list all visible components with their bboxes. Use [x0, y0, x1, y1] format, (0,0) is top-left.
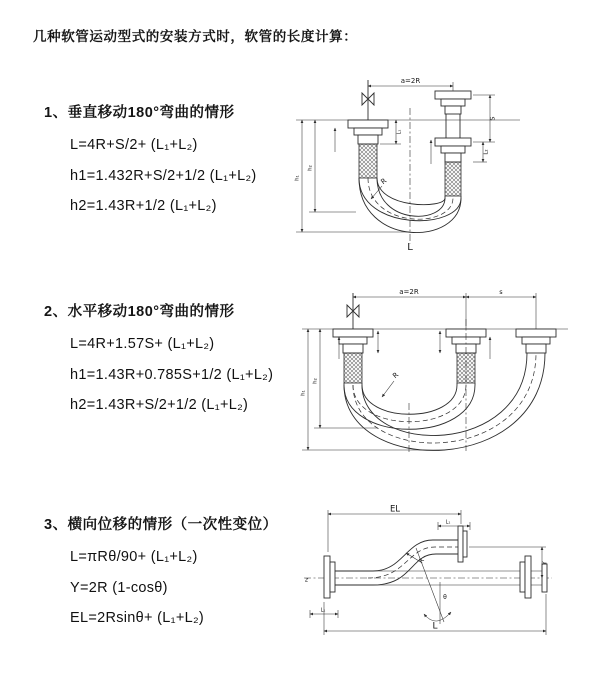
- valve-icon: [347, 293, 359, 329]
- dim-label-l: L: [407, 242, 413, 253]
- section-1-heading: 1、垂直移动180°弯曲的情形: [44, 105, 235, 121]
- upper-right-flange-assembly: [458, 526, 467, 562]
- dim-label-h2: h₂: [312, 378, 319, 384]
- dim-h1: [295, 120, 410, 232]
- hose-centerline-displaced: [353, 353, 536, 443]
- diagram-lateral-displacement: [298, 500, 575, 648]
- dim-a2r: [368, 77, 453, 91]
- section-2-heading: 2、水平移动180°弯曲的情形: [44, 304, 235, 320]
- dim-label-y: Y: [541, 561, 549, 565]
- dim-label-l2: L₂: [483, 149, 490, 155]
- dim-s: [466, 288, 536, 329]
- radius-label: R: [379, 176, 389, 187]
- braided-hose-section: [359, 144, 377, 178]
- dim-h1: [301, 329, 446, 450]
- hose-centerline: [353, 385, 466, 422]
- formula-h1: h1=1.432R+S/2+1/2 (L₁+L₂): [70, 167, 257, 184]
- formula-h2: h2=1.43R+1/2 (L₁+L₂): [70, 198, 217, 214]
- dim-label-l1: L₁: [396, 129, 403, 135]
- formula-y: Y=2R (1-cosθ): [70, 579, 168, 596]
- formula-l: L=4R+S/2+ (L₁+L₂): [70, 137, 198, 153]
- braided-hose-section: [344, 353, 362, 383]
- formula-h2: h2=1.43R+S/2+1/2 (L₁+L₂): [70, 397, 249, 413]
- dim-el: [328, 505, 461, 553]
- radius-callout: [382, 371, 400, 397]
- section-3-heading: 3、横向位移的情形（一次性变位）: [44, 517, 278, 533]
- radius-label: R: [416, 556, 426, 566]
- dim-label-l1-bottom: L₁: [320, 607, 326, 614]
- formula-l: L=4R+1.57S+ (L₁+L₂): [70, 336, 215, 352]
- section-horizontal-180: [44, 300, 273, 421]
- dim-l1-top: [438, 520, 470, 531]
- dim-label-l: L: [432, 621, 438, 632]
- centerline-mark: z: [305, 576, 309, 584]
- hose-centerline: [368, 178, 453, 219]
- angle-label-theta: θ: [443, 594, 447, 601]
- right-pipe-assembly: [435, 91, 471, 198]
- right-pipe-assembly: [516, 329, 556, 353]
- formula-h1: h1=1.43R+0.785S+1/2 (L₁+L₂): [70, 366, 274, 383]
- dim-l: [324, 594, 546, 635]
- formula-el: EL=2Rsinθ+ (L₁+L₂): [70, 610, 205, 626]
- dim-label-l1-top: L₁: [445, 519, 451, 526]
- braided-hose-section: [445, 162, 461, 196]
- left-pipe-assembly: [348, 120, 388, 178]
- dim-h2: [308, 120, 357, 212]
- section-vertical-180: [44, 101, 257, 222]
- diagram-horizontal-180-bend: [298, 281, 575, 465]
- dim-y: [469, 547, 549, 578]
- dim-label-h1: h₁: [300, 390, 307, 396]
- hose-u-bends: [344, 353, 545, 450]
- dim-label-s: S: [488, 116, 497, 121]
- dim-label-el: EL: [389, 504, 401, 515]
- formula-l: L=πRθ/90+ (L₁+L₂): [70, 549, 198, 565]
- dim-s: [473, 95, 497, 142]
- dim-l2: [473, 142, 490, 162]
- diagram-vertical-180-bend: [288, 66, 588, 258]
- page-title: 几种软管运动型式的安装方式时，软管的长度计算：: [33, 29, 358, 44]
- dim-label-s: s: [499, 288, 503, 296]
- hose-centerline: [368, 547, 458, 578]
- dim-label-a2r: a=2R: [400, 77, 421, 85]
- dim-label-a2r: a=2R: [399, 288, 419, 296]
- dim-label-h2: h₂: [307, 165, 314, 171]
- dim-a2r: [353, 288, 466, 329]
- radius-label: R: [391, 370, 401, 381]
- dim-label-h1: h₁: [294, 175, 301, 181]
- section-lateral-offset: [44, 513, 278, 634]
- left-flange-assembly: [324, 556, 373, 598]
